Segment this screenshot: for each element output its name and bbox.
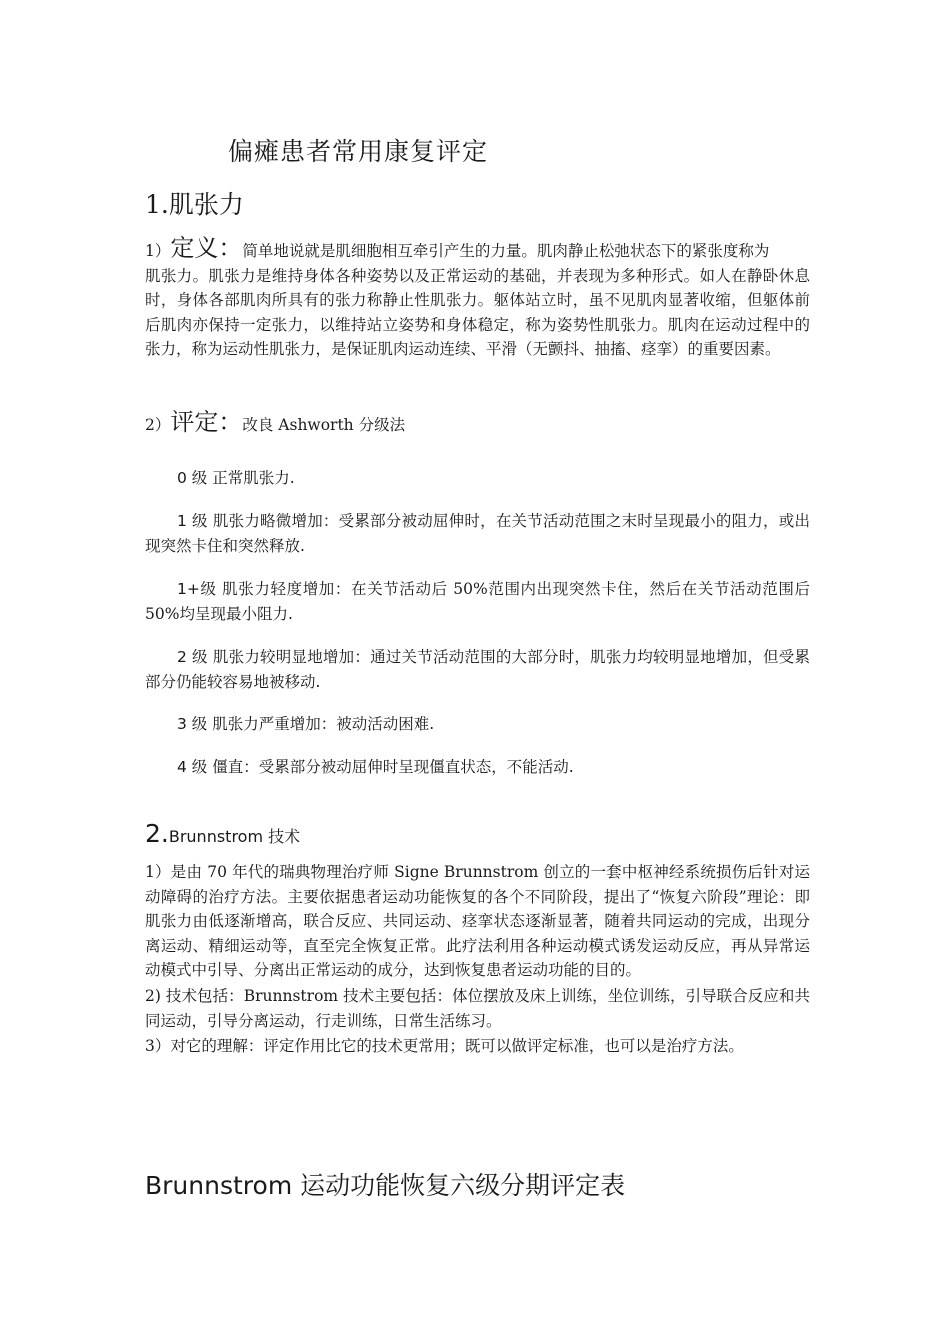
grade-item — [145, 577, 810, 627]
brunnstrom-description: 1）是由 70 年代的瑞典物理治疗师 Signe Brunnstrom 创立的一套中枢神经系统损伤后针对运动障碍的治疗方法。主要依据患者运动功能恢复的各个不同阶段，提出了“恢复六阶段”理论：即肌张力由低逐渐增高，联合反应、共同运动、痉挛状态逐渐显著，随着共同运动的完成，出现分离运动、精细运动等，直至完全恢复正常。此疗法利用各种运动模式诱发运动反应，再从异常运动模式中引导、分离出正常运动的成分，达到恢复患者运动功能的目的。 — [145, 863, 810, 979]
definition-first-line: 简单地说就是肌细胞相互牵引产生的力量。肌肉静止松弛状态下的紧张度称为 — [242, 242, 770, 260]
grade-number: 1+ — [177, 580, 200, 598]
grade-item — [145, 466, 810, 491]
grade-number: 0 — [177, 469, 187, 487]
section-2-number: 2. — [145, 819, 169, 848]
grade-item — [145, 712, 810, 737]
grade-number: 2 — [177, 648, 187, 666]
section-2-heading — [145, 819, 300, 848]
definition-paragraph — [145, 236, 810, 362]
grade-number: 1 — [177, 512, 187, 530]
evaluation-line — [145, 410, 810, 438]
grade-text: 级 正常肌张力. — [186, 469, 295, 487]
definition-label: 定义： — [170, 234, 243, 262]
brunnstrom-understanding: 3）对它的理解：评定作用比它的技术更常用；既可以做评定标准，也可以是治疗方法。 — [145, 1037, 744, 1055]
brunnstrom-techniques: 2) 技术包括：Brunnstrom 技术主要包括：体位摆放及床上训练，坐位训练，引导联合反应和共同运动，引导分离运动，行走训练，日常生活练习。 — [145, 987, 810, 1030]
table-heading-text: Brunnstrom 运动功能恢复六级分期评定表 — [145, 1171, 626, 1200]
grade-text: 级 肌张力较明显地增加：通过关节活动范围的大部分时，肌张力均较明显地增加，但受累部分仍能较容易地被移动. — [145, 648, 810, 691]
grade-number: 3 — [177, 715, 187, 733]
grade-item — [145, 509, 810, 559]
grade-item — [145, 755, 810, 780]
section-1-heading: 1.肌张力 — [145, 190, 244, 219]
grade-number: 4 — [177, 758, 187, 776]
page-title: 偏瘫患者常用康复评定 — [228, 137, 489, 166]
grade-text: 级 肌张力严重增加：被动活动困难. — [186, 715, 435, 733]
table-heading — [145, 1166, 625, 1202]
grade-text: 级 僵直：受累部分被动屈伸时呈现僵直状态，不能活动. — [186, 758, 574, 776]
evaluation-method: 改良 Ashworth 分级法 — [242, 416, 406, 434]
section-2-title: Brunnstrom 技术 — [168, 827, 301, 846]
evaluation-number: 2） — [145, 416, 171, 434]
grade-item — [145, 645, 810, 695]
grade-text: 级 肌张力略微增加：受累部分被动屈伸时，在关节活动范围之末时呈现最小的阻力，或出现突然卡住和突然释放. — [145, 512, 810, 555]
evaluation-label: 评定： — [170, 408, 243, 436]
grade-text: 级 肌张力轻度增加：在关节活动后 50%范围内出现突然卡住，然后在关节活动范围后 50%均呈现最小阻力. — [145, 580, 810, 623]
definition-body: 肌张力。肌张力是维持身体各种姿势以及正常运动的基础，并表现为多种形式。如人在静卧休息时，身体各部肌肉所具有的张力称静止性肌张力。躯体站立时，虽不见肌肉显著收缩，但躯体前后肌肉亦保持一定张力，以维持站立姿势和身体稳定，称为姿势性肌张力。肌肉在运动过程中的张力，称为运动性肌张力，是保证肌肉运动连续、平滑（无颤抖、抽搐、痉挛）的重要因素。 — [145, 266, 810, 358]
definition-number: 1） — [145, 242, 171, 260]
